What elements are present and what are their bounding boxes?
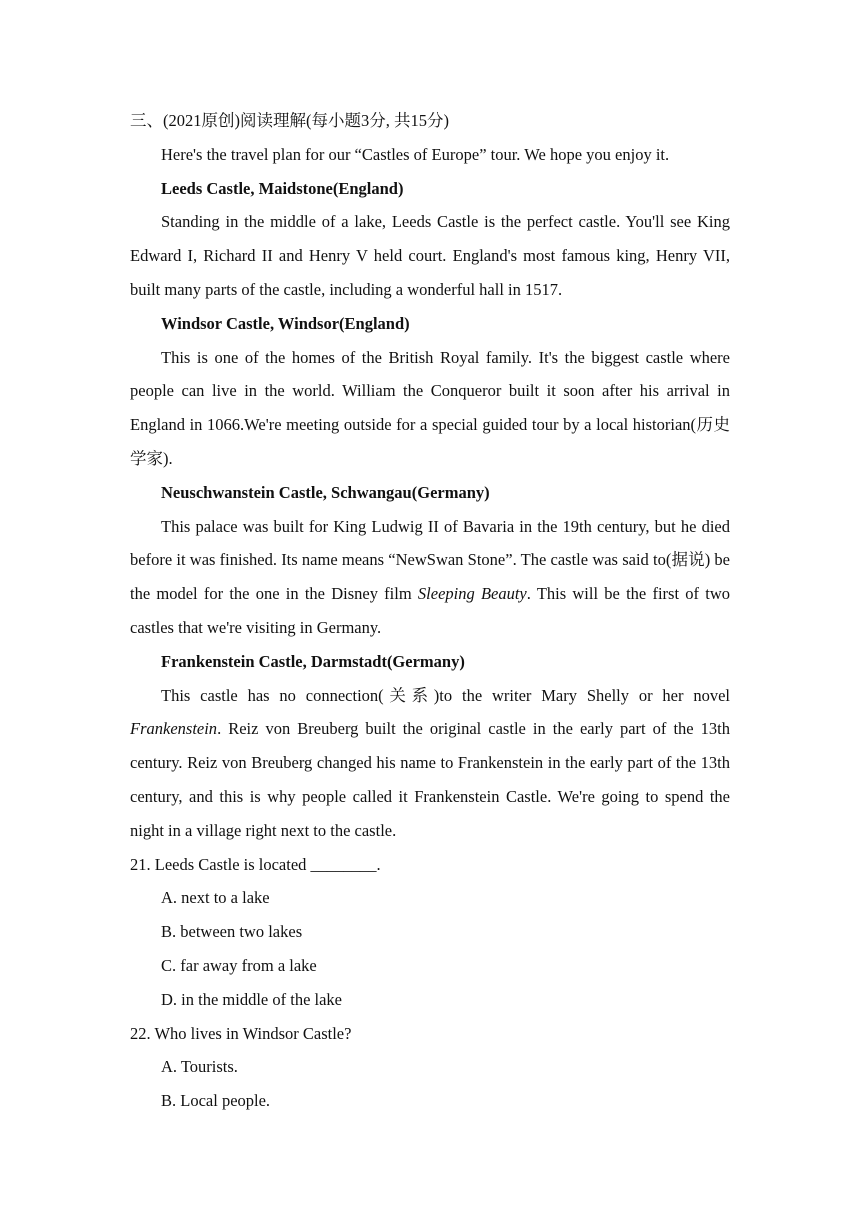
castle-heading-windsor: Windsor Castle, Windsor(England) (161, 313, 410, 333)
question-21-stem: 21. Leeds Castle is located ________. (130, 854, 381, 874)
question-21-option-b: B. between two lakes (161, 922, 303, 942)
section-title: 三、(2021原创)阅读理解(每小题3分, 共15分) (130, 111, 449, 130)
castle-text-neuschwanstein (130, 510, 730, 645)
question-21-option-d: D. in the middle of the lake (161, 989, 342, 1009)
intro-paragraph: Here's the travel plan for our “Castles of Europe” tour. We hope you enjoy it. (161, 144, 670, 164)
question-21-option-a: A. next to a lake (161, 888, 270, 908)
question-22-option-b: B. Local people. (161, 1091, 271, 1111)
text-part: This castle has no connection(关系)to the writer Mary Shelly or her novel (161, 685, 730, 705)
question-21-option-c: C. far away from a lake (161, 955, 317, 975)
novel-title: Frankenstein (130, 719, 218, 739)
reading-section (130, 104, 730, 1118)
castle-text-windsor: This is one of the homes of the British Royal family. It's the biggest castle where people can live in the world. William the Conqueror built it soon after his arrival in England in 1066.We're meeting outside for a special guided tour by a local historian(历史学家). (130, 347, 730, 468)
text-part: This palace was built for King Ludwig II of Bavaria in the 19th century, but he died before it was finished. Its name means “NewSwan Stone”. The castle was said to(据说) be the model for the one in the Disney film (130, 516, 730, 604)
castle-heading-frankenstein: Frankenstein Castle, Darmstadt(Germany) (161, 651, 465, 671)
castle-heading-leeds: Leeds Castle, Maidstone(England) (161, 178, 404, 198)
film-title: Sleeping Beauty (417, 584, 527, 604)
text-part: . This will be the first of two castles that we're visiting in Germany. (130, 584, 730, 637)
question-22-option-a: A. Tourists. (161, 1057, 238, 1077)
text-part: . Reiz von Breuberg built the original castle in the early part of the 13th century. Reiz von Breuberg changed his name to Frankenstein in the early part of the 13th century, and this is why people called it Frankenstein Castle. We're going to spend the night in a village right next to the castle. (130, 719, 730, 840)
castle-heading-neuschwanstein: Neuschwanstein Castle, Schwangau(Germany) (161, 482, 490, 502)
castle-text-leeds: Standing in the middle of a lake, Leeds Castle is the perfect castle. You'll see King Edward I, Richard II and Henry V held court. England's most famous king, Henry VII, built many parts of the castle, including a wonderful hall in 1517. (130, 212, 730, 299)
castle-text-frankenstein (130, 679, 730, 848)
question-22-stem: 22. Who lives in Windsor Castle? (130, 1023, 352, 1043)
